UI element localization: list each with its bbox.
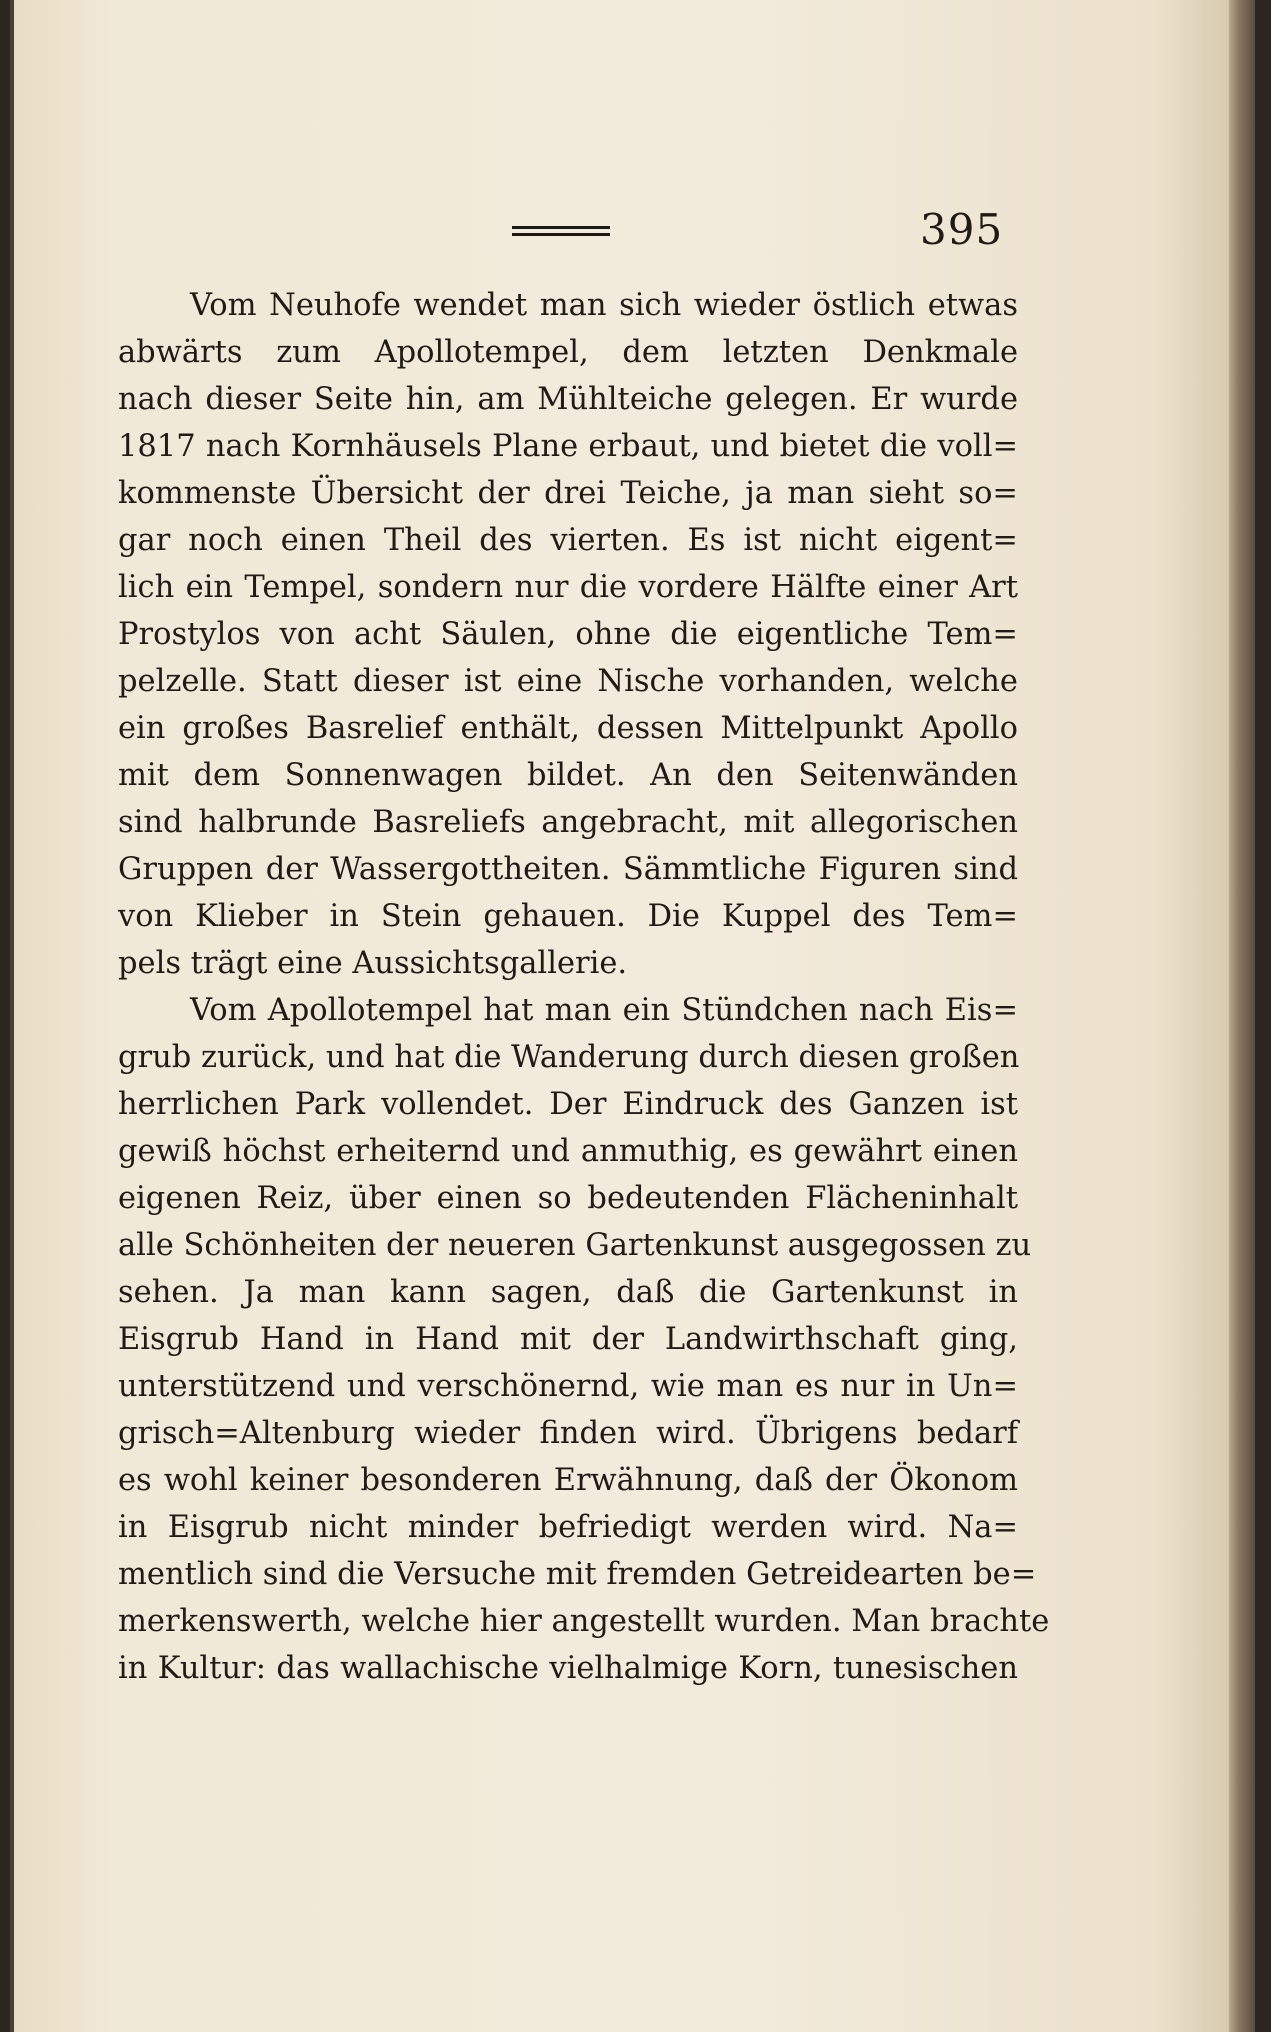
header-rule-line [512,226,610,229]
text-line: grub zurück, und hat die Wanderung durch diesen großen [118,1040,1020,1075]
text-line: Gruppen der Wassergottheiten. Sämmtliche Figuren sind [118,852,1018,887]
book-edge [1229,0,1255,2032]
text-line: abwärts zum Apollotempel, dem letzten Denkmale [118,335,1018,370]
body-text [118,282,1050,1692]
text-line: herrlichen Park vollendet. Der Eindruck des Ganzen ist [118,1087,1018,1122]
text-line: mentlich sind die Versuche mit fremden Getreidearten be= [118,1557,1037,1592]
text-line: in Eisgrub nicht minder befriedigt werden wird. Na= [118,1510,1018,1545]
text-line: merkenswerth, welche hier angestellt wurden. Man brachte [118,1604,1050,1639]
text-line: gewiß höchst erheiternd und anmuthig, es gewährt einen [118,1134,1018,1169]
text-line: Vom Neuhofe wendet man sich wieder östlich etwas [190,288,1018,323]
header-rule [512,226,610,238]
text-line: pelzelle. Statt dieser ist eine Nische vorhanden, welche [118,664,1018,699]
text-line: ein großes Basrelief enthält, dessen Mittelpunkt Apollo [118,711,1018,746]
text-line: Eisgrub Hand in Hand mit der Landwirthschaft ging, [118,1322,1018,1357]
page-number: 395 [920,205,1004,254]
text-line: nach dieser Seite hin, am Mühlteiche gelegen. Er wurde [118,382,1018,417]
paragraph-2 [118,987,1050,1692]
text-line: sind halbrunde Basreliefs angebracht, mit allegorischen [118,805,1018,840]
text-line: lich ein Tempel, sondern nur die vordere Hälfte einer Art [118,570,1018,605]
text-line: sehen. Ja man kann sagen, daß die Gartenkunst in [118,1275,1018,1310]
text-line: kommenste Übersicht der drei Teiche, ja man sieht so= [118,476,1018,511]
text-line: Prostylos von acht Säulen, ohne die eigentliche Tem= [118,617,1018,652]
text-line: von Klieber in Stein gehauen. Die Kuppel des Tem= [118,899,1018,934]
text-line: 1817 nach Kornhäusels Plane erbaut, und bietet die voll= [118,429,1018,464]
text-line: mit dem Sonnenwagen bildet. An den Seitenwänden [118,758,1018,793]
text-line: Vom Apollotempel hat man ein Stündchen nach Eis= [190,993,1018,1028]
text-line: gar noch einen Theil des vierten. Es ist nicht eigent= [118,523,1018,558]
text-line: alle Schönheiten der neueren Gartenkunst ausgegossen zu [118,1228,1032,1263]
text-line: eigenen Reiz, über einen so bedeutenden Flächeninhalt [118,1181,1018,1216]
text-line: in Kultur: das wallachische vielhalmige Korn, tunesischen [118,1651,1018,1686]
paragraph-1 [118,282,1018,987]
text-line: grisch=Altenburg wieder finden wird. Übrigens bedarf [118,1416,1018,1451]
header-rule-line [512,233,610,236]
text-line: pels trägt eine Aussichtsgallerie. [118,946,628,981]
text-line: unterstützend und verschönernd, wie man es nur in Un= [118,1369,1018,1404]
text-line: es wohl keiner besonderen Erwähnung, daß der Ökonom [118,1463,1018,1498]
